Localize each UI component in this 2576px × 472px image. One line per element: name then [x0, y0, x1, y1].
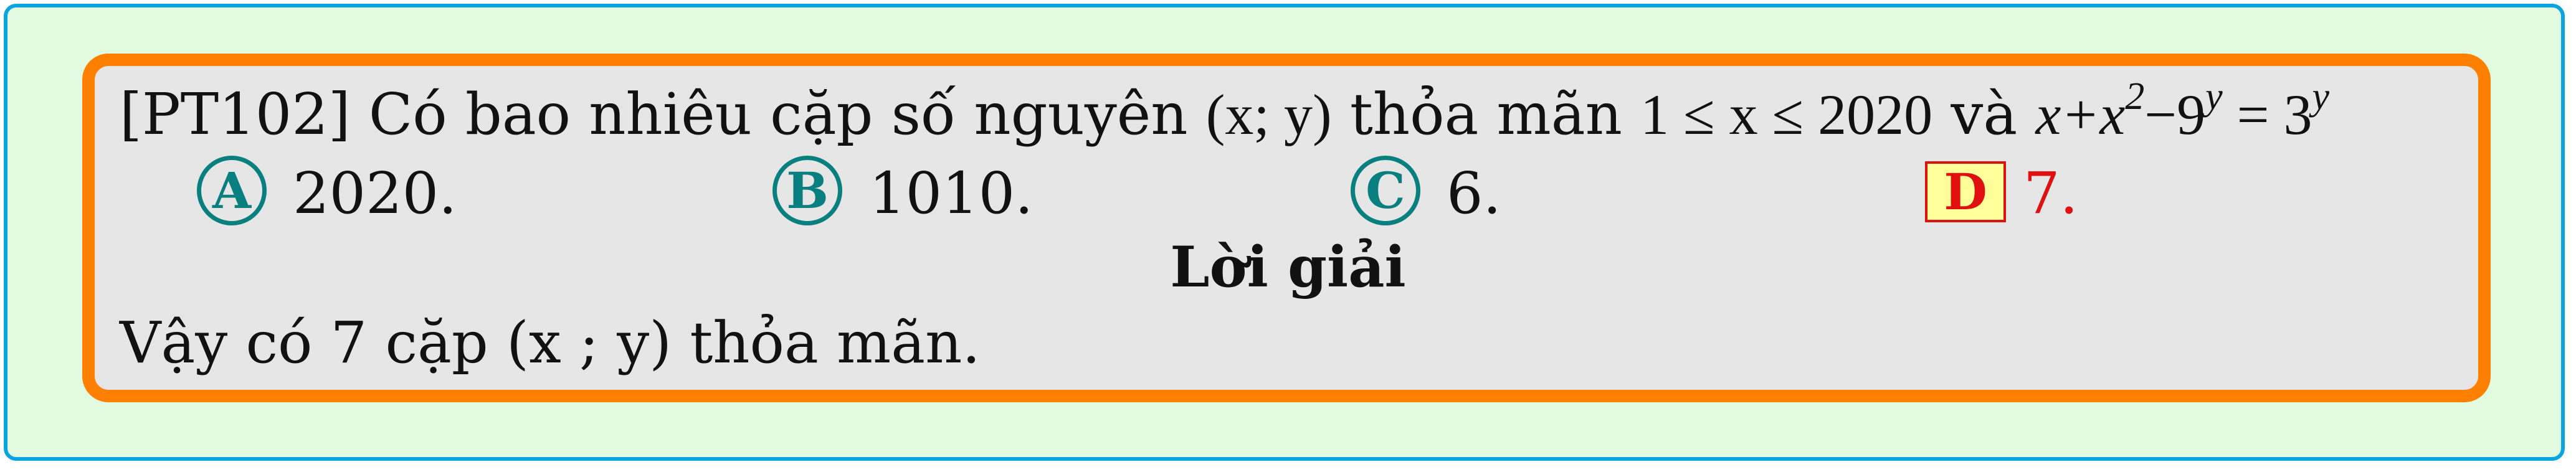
question-and: và — [1951, 81, 2018, 148]
question-code: [PT102] — [120, 81, 351, 148]
question-text — [120, 75, 2330, 148]
option-c-value: 6. — [1447, 160, 1501, 227]
option-a-marker[interactable]: A — [197, 156, 267, 225]
solution-title: Lời giải — [1170, 234, 1406, 300]
question-prefix: Có bao nhiêu cặp số nguyên — [368, 81, 1188, 148]
option-b-value: 1010. — [869, 160, 1034, 227]
equation: $x+x^2-9^y = 3^y$ — [2035, 75, 2330, 146]
option-a-value: 2020. — [293, 160, 457, 227]
option-d-marker[interactable]: D — [1925, 161, 2006, 222]
option-d-value: 7. — [2023, 160, 2078, 227]
pair-expression: (x; y) — [1205, 83, 1332, 146]
option-c-marker[interactable]: C — [1351, 156, 1420, 225]
range-condition: 1 ≤ x ≤ 2020 — [1640, 83, 1933, 146]
solution-conclusion: Vậy có 7 cặp (x ; y) thỏa mãn. — [120, 309, 981, 376]
option-b-marker[interactable]: B — [772, 156, 842, 225]
question-mid: thỏa mãn — [1349, 81, 1622, 148]
